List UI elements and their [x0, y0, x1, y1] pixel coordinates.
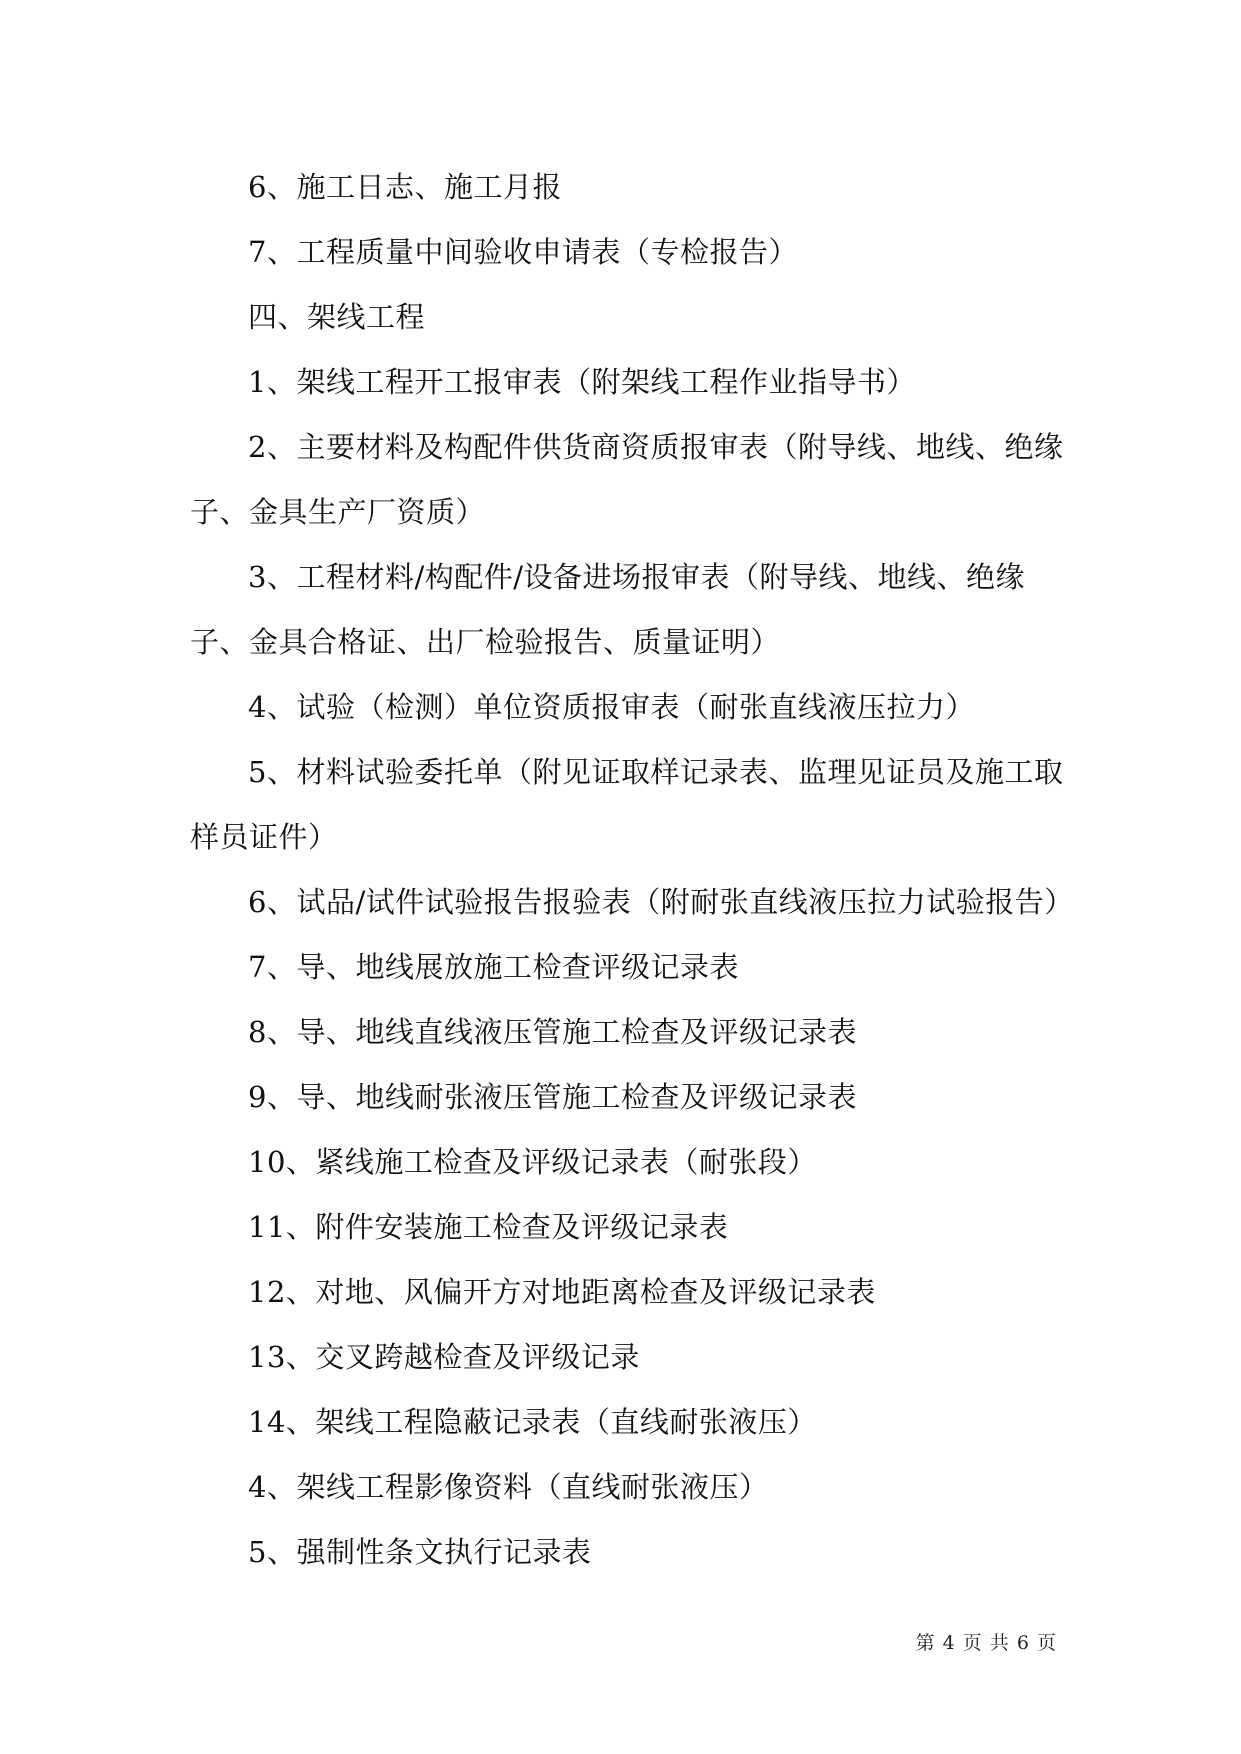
paragraph: 7、工程质量中间验收申请表（专检报告） — [248, 235, 798, 269]
paragraph: 6、试品/试件试验报告报验表（附耐张直线液压拉力试验报告） — [248, 885, 1074, 919]
paragraph: 13、交叉跨越检查及评级记录 — [248, 1340, 640, 1374]
paragraph: 10、紧线施工检查及评级记录表（耐张段） — [248, 1145, 817, 1179]
paragraph: 8、导、地线直线液压管施工检查及评级记录表 — [248, 1015, 857, 1049]
paragraph: 5、材料试验委托单（附见证取样记录表、监理见证员及施工取样员证件） — [190, 755, 1064, 854]
paragraph: 6、施工日志、施工月报 — [248, 170, 562, 204]
paragraph: 12、对地、风偏开方对地距离检查及评级记录表 — [248, 1275, 876, 1309]
paragraph: 9、导、地线耐张液压管施工检查及评级记录表 — [248, 1080, 857, 1114]
paragraph: 4、架线工程影像资料（直线耐张液压） — [248, 1470, 769, 1504]
paragraph: 1、架线工程开工报审表（附架线工程作业指导书） — [248, 365, 916, 399]
paragraph: 7、导、地线展放施工检查评级记录表 — [248, 950, 739, 984]
paragraph: 14、架线工程隐蔽记录表（直线耐张液压） — [248, 1405, 817, 1439]
paragraph: 2、主要材料及构配件供货商资质报审表（附导线、地线、绝缘子、金具生产厂资质） — [190, 430, 1064, 529]
document-body — [190, 155, 1074, 1585]
paragraph: 3、工程材料/构配件/设备进场报审表（附导线、地线、绝缘子、金具合格证、出厂检验报告、质量证明） — [190, 560, 1025, 659]
page-number-footer: 第 4 页 共 6 页 — [915, 1632, 1057, 1654]
paragraph: 11、附件安装施工检查及评级记录表 — [248, 1210, 729, 1244]
paragraph: 4、试验（检测）单位资质报审表（耐张直线液压拉力） — [248, 690, 975, 724]
paragraph: 5、强制性条文执行记录表 — [248, 1535, 592, 1569]
section-heading: 四、架线工程 — [248, 300, 426, 334]
